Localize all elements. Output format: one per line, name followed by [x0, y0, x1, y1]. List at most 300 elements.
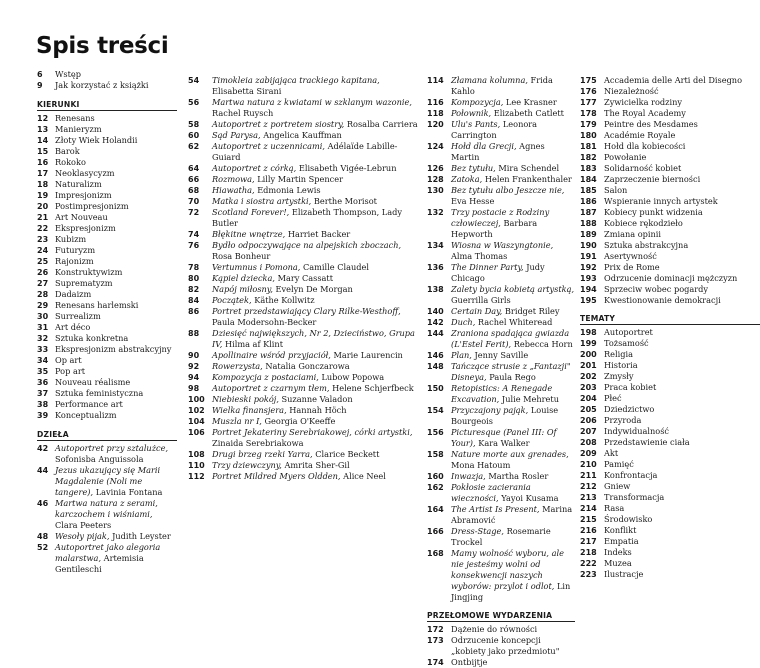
- toc-entry[interactable]: [580, 426, 760, 437]
- toc-entry[interactable]: [37, 344, 177, 355]
- work-title: Certain Day,: [451, 306, 503, 316]
- toc-entry[interactable]: [37, 377, 177, 388]
- artist-name: Lin Jingjing: [451, 581, 571, 602]
- toc-entry[interactable]: [37, 267, 177, 278]
- page-number: 27: [37, 279, 49, 288]
- toc-entry[interactable]: [37, 465, 177, 498]
- page-number: 146: [427, 351, 444, 360]
- work-title: Autoportret przy sztalużce,: [55, 443, 169, 453]
- artist-name: Bridget Riley: [504, 306, 560, 316]
- entry-title: [451, 97, 575, 108]
- page-number: 30: [37, 312, 49, 321]
- artist-name: Suzanne Valadon: [281, 394, 353, 404]
- toc-entry[interactable]: [37, 234, 177, 245]
- toc-entry[interactable]: [188, 262, 418, 273]
- toc-entry[interactable]: [37, 168, 177, 179]
- toc-entry[interactable]: [580, 371, 760, 382]
- toc-entry[interactable]: [37, 179, 177, 190]
- toc-entry[interactable]: [427, 284, 575, 306]
- work-title: Tańczące strusie z „Fantazji" Disneya,: [451, 361, 571, 382]
- entry-title: [451, 284, 575, 306]
- artist-name: Rosa Bonheur: [212, 251, 271, 261]
- page-number: 58: [188, 120, 200, 129]
- page-number: 179: [580, 120, 597, 129]
- toc-entry[interactable]: [188, 174, 418, 185]
- work-title: Kąpiel dziecka,: [212, 273, 275, 283]
- page-number: 78: [188, 263, 200, 272]
- toc-entry[interactable]: [188, 75, 418, 97]
- toc-entry[interactable]: [37, 135, 177, 146]
- toc-entry[interactable]: [427, 405, 575, 427]
- toc-entry[interactable]: [188, 449, 418, 460]
- toc-entry[interactable]: [427, 361, 575, 383]
- toc-entry[interactable]: [37, 399, 177, 410]
- toc-entry[interactable]: [580, 437, 760, 448]
- toc-entry[interactable]: [580, 382, 760, 393]
- toc-entry[interactable]: [188, 427, 418, 449]
- toc-entry[interactable]: [580, 547, 760, 558]
- page-number: 136: [427, 263, 444, 272]
- toc-entry[interactable]: [580, 536, 760, 547]
- artist-name: Eva Hesse: [451, 196, 495, 206]
- work-title: Autoportret jako alegoria malarstwa,: [55, 542, 161, 563]
- toc-entry[interactable]: [580, 481, 760, 492]
- toc-entry[interactable]: [580, 130, 760, 141]
- toc-entry[interactable]: [37, 278, 177, 289]
- toc-entry[interactable]: [188, 328, 418, 350]
- entry-title: [212, 383, 418, 394]
- entry-title: Wstęp: [55, 69, 81, 79]
- toc-entry[interactable]: [427, 504, 575, 526]
- toc-entry[interactable]: [427, 624, 575, 635]
- work-title: Bez tytułu albo Jeszcze nie,: [451, 185, 565, 195]
- entry-title: Nouveau réalisme: [55, 377, 131, 387]
- page-number: 88: [188, 329, 200, 338]
- entry-title: [451, 328, 575, 350]
- toc-entry[interactable]: [580, 262, 760, 273]
- toc-entry[interactable]: [580, 470, 760, 481]
- page-number: 62: [188, 142, 200, 151]
- page-number: 174: [427, 658, 444, 667]
- page-number: 110: [188, 461, 205, 470]
- toc-entry[interactable]: [580, 196, 760, 207]
- page-number: 15: [37, 147, 49, 156]
- entry-title: [451, 317, 575, 328]
- page-number: 198: [580, 328, 597, 337]
- entry-title: Salon: [604, 185, 628, 195]
- toc-entry[interactable]: [37, 146, 177, 157]
- toc-entry[interactable]: [427, 328, 575, 350]
- artist-name: Marina Abramović: [451, 504, 573, 525]
- toc-entry[interactable]: [37, 366, 177, 377]
- page-number: 60: [188, 131, 200, 140]
- work-title: Mamy wolność wyboru, ale nie jesteśmy wolni od konsekwencji naszych wyborów: przylot i odlot,: [451, 548, 564, 591]
- toc-entry[interactable]: [188, 240, 418, 262]
- artist-name: Elizabeth Thompson, Lady Butler: [212, 207, 402, 228]
- toc-entry[interactable]: [37, 443, 177, 465]
- work-title: Błękitne wnętrze,: [212, 229, 286, 239]
- page-number: 210: [580, 460, 597, 469]
- toc-entry[interactable]: [580, 503, 760, 514]
- toc-entry[interactable]: [427, 657, 575, 668]
- artist-name: Rachel Whiteread: [477, 317, 553, 327]
- page-number: 36: [37, 378, 49, 387]
- toc-entry[interactable]: [37, 322, 177, 333]
- page-number: 128: [427, 175, 444, 184]
- entry-title: Barok: [55, 146, 80, 156]
- artist-name: Camille Claudel: [302, 262, 369, 272]
- toc-entry[interactable]: [580, 108, 760, 119]
- entry-title: [212, 350, 418, 361]
- work-title: Portret Jekateriny Serebriakowej, córki artystki,: [212, 427, 413, 437]
- toc-entry[interactable]: [188, 350, 418, 361]
- toc-entry[interactable]: [580, 569, 760, 580]
- page-number: 76: [188, 241, 200, 250]
- page-number: 6: [37, 70, 43, 79]
- toc-entry[interactable]: [580, 119, 760, 130]
- artist-name: Hilma af Klint: [224, 339, 283, 349]
- toc-entry[interactable]: [37, 388, 177, 399]
- entry-title: Suprematyzm: [55, 278, 113, 288]
- toc-entry[interactable]: [580, 97, 760, 108]
- page-number: 70: [188, 197, 200, 206]
- toc-entry[interactable]: [188, 361, 418, 372]
- entry-title: Naturalizm: [55, 179, 102, 189]
- entry-title: Autoportret: [604, 327, 653, 337]
- entry-title: Konflikt: [604, 525, 637, 535]
- work-title: Picturesque (Panel III: Of Your),: [451, 427, 557, 448]
- entry-title: Gniew: [604, 481, 631, 491]
- toc-entry[interactable]: [37, 245, 177, 256]
- toc-entry[interactable]: [188, 130, 418, 141]
- toc-entry[interactable]: [427, 427, 575, 449]
- page-number: 54: [188, 76, 200, 85]
- entry-title: [212, 394, 418, 405]
- section-heading-przelomowe: PRZEŁOMOWE WYDARZENIA: [427, 611, 575, 622]
- toc-entry[interactable]: [580, 295, 760, 306]
- toc-entry[interactable]: [427, 185, 575, 207]
- toc-entry[interactable]: [580, 251, 760, 262]
- entry-title: Powołanie: [604, 152, 647, 162]
- toc-entry[interactable]: [37, 201, 177, 212]
- artist-name: Kara Walker: [478, 438, 530, 448]
- section-heading-tematy: TEMATY: [580, 314, 760, 325]
- entry-title: Rasa: [604, 503, 625, 513]
- page-number: 34: [37, 356, 49, 365]
- toc-entry[interactable]: [580, 86, 760, 97]
- entry-title: Kubizm: [55, 234, 87, 244]
- artist-name: Louise Bourgeois: [451, 405, 559, 426]
- toc-entry[interactable]: [580, 558, 760, 569]
- toc-entry[interactable]: [37, 498, 177, 531]
- toc-entry[interactable]: [427, 548, 575, 603]
- toc-entry[interactable]: [188, 416, 418, 427]
- toc-entry[interactable]: [188, 163, 418, 174]
- entry-title: [451, 240, 575, 262]
- toc-entry[interactable]: [188, 394, 418, 405]
- page-number: 180: [580, 131, 597, 140]
- toc-entry[interactable]: [580, 174, 760, 185]
- toc-entry[interactable]: [427, 240, 575, 262]
- entry-title: [212, 130, 418, 141]
- toc-entry[interactable]: [37, 355, 177, 366]
- toc-entry[interactable]: [580, 327, 760, 338]
- toc-entry[interactable]: [188, 119, 418, 130]
- page-number: 29: [37, 301, 49, 310]
- page-number: 162: [427, 483, 444, 492]
- page-number: 201: [580, 361, 597, 370]
- entry-title: [212, 449, 418, 460]
- page-number: 12: [37, 114, 49, 123]
- entry-title: Sztuka feministyczna: [55, 388, 144, 398]
- toc-entry[interactable]: [427, 635, 575, 657]
- entry-title: [451, 526, 575, 548]
- artist-name: Georgia O'Keeffe: [264, 416, 336, 426]
- work-title: Napój miłosny,: [212, 284, 273, 294]
- toc-entry[interactable]: [580, 360, 760, 371]
- work-title: Zalety bycia kobietą artystką,: [451, 284, 575, 294]
- page-number: 138: [427, 285, 444, 294]
- page-number: 209: [580, 449, 597, 458]
- toc-entry[interactable]: [580, 448, 760, 459]
- work-title: Nature morte aux grenades,: [451, 449, 569, 459]
- entry-title: [55, 443, 177, 465]
- page-number: 148: [427, 362, 444, 371]
- toc-entry[interactable]: [580, 415, 760, 426]
- page-number: 23: [37, 235, 49, 244]
- toc-entry[interactable]: [580, 163, 760, 174]
- toc-entry[interactable]: [37, 300, 177, 311]
- toc-entry[interactable]: [580, 229, 760, 240]
- toc-entry[interactable]: [427, 482, 575, 504]
- toc-entry[interactable]: [37, 157, 177, 168]
- entry-title: Kobiecy punkt widzenia: [604, 207, 703, 217]
- toc-entry[interactable]: [427, 97, 575, 108]
- entry-title: Konfrontacja: [604, 470, 658, 480]
- entry-title: [212, 240, 418, 262]
- entry-title: Historia: [604, 360, 638, 370]
- toc-entry[interactable]: [188, 405, 418, 416]
- work-title: Wiosna w Waszyngtonie,: [451, 240, 554, 250]
- entry-title: Ilustracje: [604, 569, 644, 579]
- work-title: Autoportret z portretem siostry,: [212, 119, 345, 129]
- toc-entry[interactable]: [580, 185, 760, 196]
- toc-entry[interactable]: [37, 69, 177, 80]
- toc-entry[interactable]: [580, 152, 760, 163]
- toc-entry[interactable]: [37, 289, 177, 300]
- page-number: 66: [188, 175, 200, 184]
- toc-entry[interactable]: [37, 124, 177, 135]
- artist-name: Rosemarie Trockel: [451, 526, 551, 547]
- entry-title: Odrzucenie koncepcji „kobiety jako przedmiotu": [451, 635, 560, 656]
- toc-entry[interactable]: [37, 212, 177, 223]
- page-number: 106: [188, 428, 205, 437]
- entry-title: [451, 350, 575, 361]
- page-number: 124: [427, 142, 444, 151]
- toc-entry[interactable]: [37, 333, 177, 344]
- toc-entry[interactable]: [427, 75, 575, 97]
- work-title: Duch,: [451, 317, 476, 327]
- toc-entry[interactable]: [580, 525, 760, 536]
- artist-name: Berthe Morisot: [313, 196, 377, 206]
- toc-entry[interactable]: [427, 174, 575, 185]
- dziela-list-3: [427, 75, 575, 603]
- entry-title: Performance art: [55, 399, 123, 409]
- entry-title: Sztuka konkretna: [55, 333, 129, 343]
- page-number: 142: [427, 318, 444, 327]
- toc-entry[interactable]: [580, 240, 760, 251]
- page-number: 56: [188, 98, 200, 107]
- work-title: Połownik,: [451, 108, 492, 118]
- artist-name: Elisabetta Sirani: [212, 86, 282, 96]
- entry-title: Zaprzeczenie bierności: [604, 174, 701, 184]
- entry-title: Środowisko: [604, 514, 653, 524]
- page-number: 193: [580, 274, 597, 283]
- toc-entry[interactable]: [580, 393, 760, 404]
- toc-entry[interactable]: [580, 273, 760, 284]
- toc-entry[interactable]: [188, 273, 418, 284]
- toc-entry[interactable]: [188, 185, 418, 196]
- entry-title: Hołd dla kobiecości: [604, 141, 686, 151]
- toc-entry[interactable]: [188, 372, 418, 383]
- page-number: 160: [427, 472, 444, 481]
- toc-entry[interactable]: [580, 141, 760, 152]
- toc-entry[interactable]: [427, 262, 575, 284]
- toc-entry[interactable]: [37, 311, 177, 322]
- page-number: 100: [188, 395, 205, 404]
- toc-entry[interactable]: [37, 256, 177, 267]
- page-number: 32: [37, 334, 49, 343]
- page-number: 223: [580, 570, 597, 579]
- toc-entry[interactable]: [37, 80, 177, 91]
- toc-entry[interactable]: [37, 410, 177, 421]
- toc-entry[interactable]: [37, 190, 177, 201]
- toc-entry[interactable]: [427, 207, 575, 240]
- toc-entry[interactable]: [188, 229, 418, 240]
- artist-name: Elizabeth Catlett: [493, 108, 564, 118]
- page-number: 104: [188, 417, 205, 426]
- entry-title: Solidarność kobiet: [604, 163, 682, 173]
- toc-entry[interactable]: [427, 119, 575, 141]
- page-number: 82: [188, 285, 200, 294]
- page-number: 38: [37, 400, 49, 409]
- toc-entry[interactable]: [580, 338, 760, 349]
- toc-entry[interactable]: [427, 306, 575, 317]
- toc-entry[interactable]: [188, 460, 418, 471]
- toc-entry[interactable]: [37, 531, 177, 542]
- section-heading-kierunki: KIERUNKI: [37, 100, 177, 111]
- page-number: 92: [188, 362, 200, 371]
- work-title: Hiawatha,: [212, 185, 255, 195]
- entry-title: Renesans harlemski: [55, 300, 139, 310]
- page-number: 200: [580, 350, 597, 359]
- toc-entry[interactable]: [427, 383, 575, 405]
- artist-name: Paula Modersohn-Becker: [212, 317, 317, 327]
- toc-entry[interactable]: [37, 113, 177, 124]
- entry-title: [212, 207, 418, 229]
- page-number: 178: [580, 109, 597, 118]
- toc-entry[interactable]: [427, 317, 575, 328]
- work-title: Plan,: [451, 350, 472, 360]
- work-title: Początek,: [212, 295, 252, 305]
- page-number: 215: [580, 515, 597, 524]
- page-number: 206: [580, 416, 597, 425]
- toc-entry[interactable]: [37, 542, 177, 575]
- work-title: Martwa natura z serami, karczochem i wiśniami,: [55, 498, 158, 519]
- dziela-list-2: [188, 75, 418, 482]
- page-number: 168: [427, 549, 444, 558]
- toc-entry[interactable]: [188, 306, 418, 328]
- artist-name: Elisabeth Vigée-Lebrun: [298, 163, 397, 173]
- entry-title: [212, 306, 418, 328]
- dziela-list-1: [37, 443, 177, 575]
- toc-entry[interactable]: [188, 196, 418, 207]
- toc-entry[interactable]: [427, 350, 575, 361]
- page-number: 33: [37, 345, 49, 354]
- toc-entry[interactable]: [580, 284, 760, 295]
- toc-entry[interactable]: [580, 404, 760, 415]
- toc-entry[interactable]: [580, 459, 760, 470]
- toc-entry[interactable]: [188, 207, 418, 229]
- page-number: 207: [580, 427, 597, 436]
- page-number: 176: [580, 87, 597, 96]
- page-number: 222: [580, 559, 597, 568]
- toc-entry[interactable]: [580, 349, 760, 360]
- page-number: 204: [580, 394, 597, 403]
- entry-title: [212, 361, 418, 372]
- work-title: Trzy postacie z Rodziny człowieczej,: [451, 207, 550, 228]
- entry-title: Ekspresjonizm abstrakcyjny: [55, 344, 172, 354]
- page-number: 154: [427, 406, 444, 415]
- page-number: 217: [580, 537, 597, 546]
- toc-entry[interactable]: [188, 471, 418, 482]
- page-number: 20: [37, 202, 49, 211]
- work-title: Martwa natura z kwiatami w szklanym wazonie,: [212, 97, 412, 107]
- toc-entry[interactable]: [427, 526, 575, 548]
- toc-entry[interactable]: [427, 163, 575, 174]
- toc-entry[interactable]: [427, 108, 575, 119]
- entry-title: [451, 306, 575, 317]
- page-number: 186: [580, 197, 597, 206]
- toc-entry[interactable]: [580, 207, 760, 218]
- toc-entry[interactable]: [580, 514, 760, 525]
- entry-title: Przyroda: [604, 415, 642, 425]
- page-number: 68: [188, 186, 200, 195]
- toc-entry[interactable]: [188, 141, 418, 163]
- entry-title: [451, 548, 575, 603]
- toc-entry[interactable]: [427, 471, 575, 482]
- toc-entry[interactable]: [188, 284, 418, 295]
- toc-entry[interactable]: [188, 295, 418, 306]
- entry-title: Jak korzystać z książki: [55, 80, 149, 90]
- entry-title: Pop art: [55, 366, 86, 376]
- toc-entry[interactable]: [37, 223, 177, 234]
- entry-title: Renesans: [55, 113, 95, 123]
- toc-entry[interactable]: [188, 97, 418, 119]
- toc-entry[interactable]: [188, 383, 418, 394]
- artist-name: Mona Hatoum: [451, 460, 511, 470]
- entry-title: [451, 361, 575, 383]
- page-number: 192: [580, 263, 597, 272]
- toc-entry[interactable]: [427, 449, 575, 471]
- entry-title: Pamięć: [604, 459, 634, 469]
- toc-entry[interactable]: [427, 141, 575, 163]
- work-title: Ulu's Pants,: [451, 119, 501, 129]
- toc-entry[interactable]: [580, 218, 760, 229]
- przelomowe-list-1: [427, 624, 575, 668]
- toc-entry[interactable]: [580, 75, 760, 86]
- toc-entry[interactable]: [580, 492, 760, 503]
